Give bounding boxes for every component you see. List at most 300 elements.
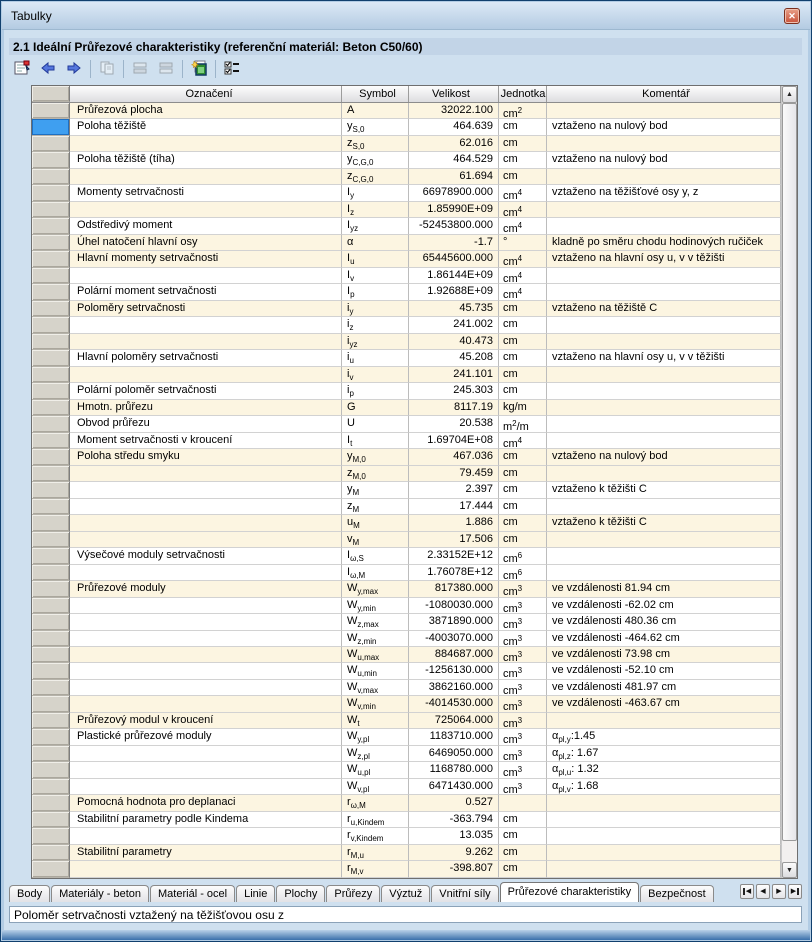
tab-plochy[interactable]: Plochy [276,885,325,902]
row-selector-cell[interactable] [32,350,70,366]
cell-jednotka[interactable]: cm [499,845,547,861]
row-selector-cell[interactable] [32,598,70,614]
cell-symbol[interactable]: $r_{u,Kindem}$ [342,812,409,828]
cell-komentar[interactable] [547,103,781,119]
cell-symbol[interactable]: $I_z$ [342,202,409,218]
cell-oznaceni[interactable] [70,762,342,778]
cell-komentar[interactable]: ve vzdálenosti 481.97 cm [547,680,781,696]
cell-symbol[interactable]: $y_M$ [342,482,409,498]
cell-komentar[interactable] [547,400,781,416]
window-titlebar[interactable] [2,2,810,30]
row-selector-cell[interactable] [32,202,70,218]
edit-properties-button[interactable] [9,58,35,80]
cell-oznaceni[interactable]: Obvod průřezu [70,416,342,432]
cell-oznaceni[interactable] [70,828,342,844]
cell-komentar[interactable]: $\alpha_{pl,y}:1.45$ [547,729,781,745]
cell-symbol[interactable]: $W_{y,pl}$ [342,729,409,745]
row-selector-cell[interactable] [32,235,70,251]
row-selector-cell[interactable] [32,416,70,432]
row-selector-cell[interactable] [32,152,70,168]
cell-symbol[interactable]: $i_v$ [342,367,409,383]
cell-velikost[interactable]: 17.506 [409,532,499,548]
cell-jednotka[interactable]: cm [499,812,547,828]
cell-symbol[interactable]: $r_{M,u}$ [342,845,409,861]
row-selector-cell[interactable] [32,729,70,745]
cell-velikost[interactable]: 61.694 [409,169,499,185]
row-selector-cell[interactable] [32,812,70,828]
cell-komentar[interactable]: vztaženo k těžišti C [547,482,781,498]
row-selector-cell[interactable] [32,499,70,515]
cell-symbol[interactable]: $W_{v,max}$ [342,680,409,696]
cell-jednotka[interactable]: $cm^3$ [499,762,547,778]
cell-jednotka[interactable]: $cm^4$ [499,433,547,449]
cell-symbol[interactable]: $u_M$ [342,515,409,531]
cell-komentar[interactable] [547,317,781,333]
cell-jednotka[interactable]: cm [499,515,547,531]
cell-velikost[interactable]: 45.208 [409,350,499,366]
cell-komentar[interactable] [547,169,781,185]
cell-jednotka[interactable]: cm [499,169,547,185]
row-selector-cell[interactable] [32,301,70,317]
cell-velikost[interactable]: 464.639 [409,119,499,135]
cell-velikost[interactable]: -1.7 [409,235,499,251]
cell-symbol[interactable]: $z_{S,0}$ [342,136,409,152]
cell-velikost[interactable]: 725064.000 [409,713,499,729]
merge-rows-button[interactable] [127,58,153,80]
tab-průřezy[interactable]: Průřezy [326,885,380,902]
cell-velikost[interactable]: 241.101 [409,367,499,383]
cell-komentar[interactable] [547,845,781,861]
cell-jednotka[interactable]: $cm^3$ [499,614,547,630]
cell-komentar[interactable] [547,268,781,284]
row-selector-cell[interactable] [32,548,70,564]
cell-komentar[interactable]: ve vzdálenosti -62.02 cm [547,598,781,614]
cell-symbol[interactable]: $i_z$ [342,317,409,333]
cell-velikost[interactable]: 66978900.000 [409,185,499,201]
tab-nav-last-button[interactable]: ▶ [788,884,802,899]
close-button[interactable] [784,8,800,24]
forward-button[interactable] [61,58,87,80]
cell-velikost[interactable]: 245.303 [409,383,499,399]
cell-velikost[interactable]: 62.016 [409,136,499,152]
cell-oznaceni[interactable] [70,779,342,795]
cell-symbol[interactable]: $W_{u,min}$ [342,663,409,679]
cell-velikost[interactable]: 1.69704E+08 [409,433,499,449]
cell-symbol[interactable]: $W_{z,pl}$ [342,746,409,762]
cell-symbol[interactable]: $I_{\omega,M}$ [342,565,409,581]
cell-jednotka[interactable]: $cm^3$ [499,631,547,647]
cell-velikost[interactable]: 2.33152E+12 [409,548,499,564]
cell-jednotka[interactable]: cm [499,119,547,135]
cell-komentar[interactable] [547,812,781,828]
cell-jednotka[interactable]: cm [499,466,547,482]
tab-nav-next-button[interactable]: ▶ [772,884,786,899]
cell-komentar[interactable]: vztaženo na hlavní osy u, v v těžišti [547,350,781,366]
cell-komentar[interactable]: ve vzdálenosti 73.98 cm [547,647,781,663]
cell-symbol[interactable]: $r_{\omega,M}$ [342,795,409,811]
cell-jednotka[interactable]: $cm^6$ [499,565,547,581]
cell-jednotka[interactable]: cm [499,350,547,366]
row-selector-cell-selected[interactable] [32,119,70,135]
cell-velikost[interactable]: 1.92688E+09 [409,284,499,300]
cell-komentar[interactable] [547,367,781,383]
cell-jednotka[interactable]: cm [499,828,547,844]
cell-velikost[interactable]: 467.036 [409,449,499,465]
cell-oznaceni[interactable] [70,136,342,152]
cell-jednotka[interactable]: cm [499,317,547,333]
cell-velikost[interactable]: -52453800.000 [409,218,499,234]
cell-komentar[interactable]: kladně po směru chodu hodinových ručiček [547,235,781,251]
row-selector-cell[interactable] [32,317,70,333]
split-rows-button[interactable] [153,58,179,80]
cell-komentar[interactable]: ve vzdálenosti 81.94 cm [547,581,781,597]
cell-symbol[interactable]: $W_t$ [342,713,409,729]
row-selector-cell[interactable] [32,663,70,679]
cell-symbol[interactable]: $I_t$ [342,433,409,449]
cell-symbol[interactable]: $z_M$ [342,499,409,515]
cell-komentar[interactable] [547,548,781,564]
cell-symbol[interactable]: $i_y$ [342,301,409,317]
copy-button[interactable] [94,58,120,80]
scroll-down-button[interactable]: ▼ [782,862,797,878]
tab-průřezové-charakteristiky[interactable]: Průřezové charakteristiky [500,882,640,902]
cell-komentar[interactable] [547,383,781,399]
cell-velikost[interactable]: 6471430.000 [409,779,499,795]
row-selector-cell[interactable] [32,696,70,712]
cell-oznaceni[interactable]: Moment setrvačnosti v kroucení [70,433,342,449]
cell-symbol[interactable]: $y_{M,0}$ [342,449,409,465]
row-selector-cell[interactable] [32,762,70,778]
cell-komentar[interactable]: ve vzdálenosti -463.67 cm [547,696,781,712]
cell-jednotka[interactable]: $cm^3$ [499,696,547,712]
cell-komentar[interactable]: vztaženo na hlavní osy u, v v těžišti [547,251,781,267]
cell-symbol[interactable]: U [342,416,409,432]
cell-oznaceni[interactable] [70,317,342,333]
cell-jednotka[interactable]: cm [499,449,547,465]
cell-komentar[interactable] [547,713,781,729]
cell-komentar[interactable] [547,218,781,234]
export-picture-button[interactable] [186,58,212,80]
row-selector-cell[interactable] [32,136,70,152]
cell-velikost[interactable]: 20.538 [409,416,499,432]
cell-velikost[interactable]: 17.444 [409,499,499,515]
cell-jednotka[interactable]: $cm^4$ [499,218,547,234]
cell-symbol[interactable]: $i_u$ [342,350,409,366]
cell-komentar[interactable] [547,861,781,877]
row-selector-cell[interactable] [32,565,70,581]
cell-symbol[interactable]: $W_{y,min}$ [342,598,409,614]
cell-velikost[interactable]: 464.529 [409,152,499,168]
cell-velikost[interactable]: 241.002 [409,317,499,333]
cell-oznaceni[interactable]: Plastické průřezové moduly [70,729,342,745]
cell-oznaceni[interactable] [70,482,342,498]
cell-velikost[interactable]: 1183710.000 [409,729,499,745]
vertical-scrollbar[interactable] [781,86,797,878]
cell-symbol[interactable]: $I_{yz}$ [342,218,409,234]
cell-oznaceni[interactable] [70,499,342,515]
cell-jednotka[interactable] [499,795,547,811]
tab-body[interactable]: Body [9,885,50,902]
cell-symbol[interactable]: $W_{z,max}$ [342,614,409,630]
cell-komentar[interactable]: vztaženo na nulový bod [547,449,781,465]
cell-komentar[interactable]: vztaženo k těžišti C [547,515,781,531]
row-selector-cell[interactable] [32,515,70,531]
cell-oznaceni[interactable] [70,663,342,679]
cell-velikost[interactable]: 1.886 [409,515,499,531]
tab-nav-prev-button[interactable]: ◀ [756,884,770,899]
cell-oznaceni[interactable] [70,202,342,218]
cell-oznaceni[interactable] [70,696,342,712]
cell-velikost[interactable]: 65445600.000 [409,251,499,267]
cell-komentar[interactable] [547,499,781,515]
cell-oznaceni[interactable] [70,334,342,350]
row-selector-cell[interactable] [32,433,70,449]
cell-velikost[interactable]: 32022.100 [409,103,499,119]
cell-oznaceni[interactable]: Stabilitní parametry [70,845,342,861]
cell-oznaceni[interactable] [70,532,342,548]
cell-oznaceni[interactable]: Úhel natočení hlavní osy [70,235,342,251]
cell-oznaceni[interactable]: Výsečové moduly setrvačnosti [70,548,342,564]
cell-oznaceni[interactable]: Průřezové moduly [70,581,342,597]
cell-oznaceni[interactable] [70,367,342,383]
cell-komentar[interactable]: $\alpha_{pl,z}$: 1.67 [547,746,781,762]
cell-oznaceni[interactable]: Průřezový modul v kroucení [70,713,342,729]
cell-oznaceni[interactable] [70,614,342,630]
cell-velikost[interactable]: 45.735 [409,301,499,317]
row-selector-cell[interactable] [32,466,70,482]
cell-oznaceni[interactable]: Poloha těžiště [70,119,342,135]
cell-komentar[interactable] [547,284,781,300]
cell-oznaceni[interactable]: Poloha středu smyku [70,449,342,465]
cell-velikost[interactable]: 1.86144E+09 [409,268,499,284]
cell-oznaceni[interactable]: Hmotn. průřezu [70,400,342,416]
row-selector-cell[interactable] [32,449,70,465]
cell-symbol[interactable]: $W_{z,min}$ [342,631,409,647]
cell-komentar[interactable] [547,565,781,581]
cell-jednotka[interactable]: $cm^3$ [499,713,547,729]
row-selector-cell[interactable] [32,713,70,729]
cell-velikost[interactable]: -1080030.000 [409,598,499,614]
row-selector-cell[interactable] [32,103,70,119]
cell-velikost[interactable]: 9.262 [409,845,499,861]
cell-symbol[interactable]: $r_{M,v}$ [342,861,409,877]
cell-jednotka[interactable]: cm [499,136,547,152]
cell-velikost[interactable]: 8117.19 [409,400,499,416]
cell-oznaceni[interactable]: Polární poloměr setrvačnosti [70,383,342,399]
cell-velikost[interactable]: -4003070.000 [409,631,499,647]
cell-jednotka[interactable]: $cm^3$ [499,598,547,614]
cell-jednotka[interactable]: cm [499,532,547,548]
cell-symbol[interactable]: $I_u$ [342,251,409,267]
row-selector-cell[interactable] [32,185,70,201]
scrollbar-thumb[interactable] [782,103,797,841]
cell-jednotka[interactable]: $cm^4$ [499,284,547,300]
cell-komentar[interactable]: vztaženo na nulový bod [547,152,781,168]
cell-oznaceni[interactable]: Pomocná hodnota pro deplanaci [70,795,342,811]
cell-komentar[interactable] [547,433,781,449]
cell-oznaceni[interactable] [70,861,342,877]
cell-oznaceni[interactable] [70,746,342,762]
cell-symbol[interactable]: $y_{C,G,0}$ [342,152,409,168]
cell-symbol[interactable]: $v_M$ [342,532,409,548]
cell-jednotka[interactable]: ° [499,235,547,251]
cell-symbol[interactable]: G [342,400,409,416]
row-selector-cell[interactable] [32,284,70,300]
filter-settings-button[interactable] [219,58,245,80]
cell-oznaceni[interactable]: Hlavní momenty setrvačnosti [70,251,342,267]
cell-jednotka[interactable]: $m^2/m$ [499,416,547,432]
cell-symbol[interactable]: $I_y$ [342,185,409,201]
tab-vnitřní-síly[interactable]: Vnitřní síly [431,885,498,902]
cell-jednotka[interactable]: $cm^3$ [499,746,547,762]
cell-jednotka[interactable]: cm [499,383,547,399]
cell-symbol[interactable]: $I_v$ [342,268,409,284]
cell-oznaceni[interactable]: Poloměry setrvačnosti [70,301,342,317]
row-selector-cell[interactable] [32,334,70,350]
row-selector-cell[interactable] [32,400,70,416]
cell-jednotka[interactable]: $cm^2$ [499,103,547,119]
cell-velikost[interactable]: 40.473 [409,334,499,350]
cell-jednotka[interactable]: cm [499,861,547,877]
cell-oznaceni[interactable]: Stabilitní parametry podle Kindema [70,812,342,828]
cell-velikost[interactable]: -363.794 [409,812,499,828]
cell-komentar[interactable]: vztaženo na těžiště C [547,301,781,317]
cell-jednotka[interactable]: $cm^4$ [499,268,547,284]
cell-komentar[interactable]: ve vzdálenosti -52.10 cm [547,663,781,679]
cell-symbol[interactable]: $I_{\omega,S}$ [342,548,409,564]
row-selector-cell[interactable] [32,631,70,647]
cell-velikost[interactable]: -1256130.000 [409,663,499,679]
tab-bezpečnost[interactable]: Bezpečnost [640,885,713,902]
cell-symbol[interactable]: $W_{u,pl}$ [342,762,409,778]
cell-velikost[interactable]: 79.459 [409,466,499,482]
row-selector-cell[interactable] [32,251,70,267]
row-selector-cell[interactable] [32,268,70,284]
cell-velikost[interactable]: 3862160.000 [409,680,499,696]
cell-jednotka[interactable]: cm [499,152,547,168]
tab-výztuž[interactable]: Výztuž [381,885,430,902]
back-button[interactable] [35,58,61,80]
scroll-up-button[interactable]: ▲ [782,86,797,103]
cell-symbol[interactable]: $W_{v,pl}$ [342,779,409,795]
cell-symbol[interactable]: $W_{v,min}$ [342,696,409,712]
row-selector-cell[interactable] [32,861,70,877]
cell-symbol[interactable]: $i_{yz}$ [342,334,409,350]
cell-komentar[interactable]: ve vzdálenosti -464.62 cm [547,631,781,647]
cell-oznaceni[interactable] [70,598,342,614]
cell-oznaceni[interactable] [70,515,342,531]
cell-velikost[interactable]: 3871890.000 [409,614,499,630]
cell-oznaceni[interactable]: Poloha těžiště (tíha) [70,152,342,168]
cell-komentar[interactable]: $\alpha_{pl,v}$: 1.68 [547,779,781,795]
cell-oznaceni[interactable] [70,466,342,482]
cell-jednotka[interactable]: cm [499,334,547,350]
cell-velikost[interactable]: 1168780.000 [409,762,499,778]
tab-nav-first-button[interactable]: ◀ [740,884,754,899]
row-selector-cell[interactable] [32,169,70,185]
cell-komentar[interactable]: $\alpha_{pl,u}$: 1.32 [547,762,781,778]
cell-velikost[interactable]: -398.807 [409,861,499,877]
row-selector-cell[interactable] [32,828,70,844]
cell-komentar[interactable] [547,136,781,152]
cell-velikost[interactable]: 884687.000 [409,647,499,663]
cell-symbol[interactable]: A [342,103,409,119]
cell-oznaceni[interactable] [70,565,342,581]
cell-jednotka[interactable]: $cm^4$ [499,251,547,267]
cell-oznaceni[interactable]: Polární moment setrvačnosti [70,284,342,300]
row-selector-cell[interactable] [32,845,70,861]
cell-symbol[interactable]: $z_{M,0}$ [342,466,409,482]
row-selector-cell[interactable] [32,647,70,663]
cell-jednotka[interactable]: $cm^3$ [499,680,547,696]
cell-oznaceni[interactable] [70,647,342,663]
cell-jednotka[interactable]: kg/m [499,400,547,416]
tab-materiály-beton[interactable]: Materiály - beton [51,885,149,902]
row-selector-cell[interactable] [32,779,70,795]
cell-jednotka[interactable]: $cm^3$ [499,647,547,663]
cell-symbol[interactable]: $i_p$ [342,383,409,399]
cell-komentar[interactable]: vztaženo na nulový bod [547,119,781,135]
cell-jednotka[interactable]: cm [499,367,547,383]
cell-komentar[interactable] [547,416,781,432]
cell-oznaceni[interactable]: Momenty setrvačnosti [70,185,342,201]
cell-jednotka[interactable]: cm [499,499,547,515]
cell-komentar[interactable] [547,466,781,482]
tab-materiál-ocel[interactable]: Materiál - ocel [150,885,235,902]
cell-komentar[interactable] [547,828,781,844]
cell-jednotka[interactable]: $cm^3$ [499,729,547,745]
cell-jednotka[interactable]: $cm^6$ [499,548,547,564]
cell-oznaceni[interactable]: Hlavní poloměry setrvačnosti [70,350,342,366]
cell-komentar[interactable]: vztaženo na těžišťové osy y, z [547,185,781,201]
cell-jednotka[interactable]: $cm^3$ [499,663,547,679]
cell-jednotka[interactable]: $cm^4$ [499,185,547,201]
row-selector-cell[interactable] [32,680,70,696]
row-selector-cell[interactable] [32,482,70,498]
row-selector-cell[interactable] [32,581,70,597]
cell-oznaceni[interactable] [70,680,342,696]
cell-jednotka[interactable]: $cm^3$ [499,779,547,795]
cell-velikost[interactable]: 2.397 [409,482,499,498]
row-selector-cell[interactable] [32,795,70,811]
cell-velikost[interactable]: 13.035 [409,828,499,844]
cell-komentar[interactable] [547,795,781,811]
cell-komentar[interactable]: ve vzdálenosti 480.36 cm [547,614,781,630]
cell-oznaceni[interactable] [70,631,342,647]
row-selector-cell[interactable] [32,383,70,399]
tab-linie[interactable]: Linie [236,885,275,902]
cell-komentar[interactable] [547,532,781,548]
cell-velikost[interactable]: 817380.000 [409,581,499,597]
cell-symbol[interactable]: α [342,235,409,251]
cell-velikost[interactable]: -4014530.000 [409,696,499,712]
cell-symbol[interactable]: $y_{S,0}$ [342,119,409,135]
cell-komentar[interactable] [547,334,781,350]
cell-jednotka[interactable]: $cm^4$ [499,202,547,218]
cell-oznaceni[interactable] [70,268,342,284]
cell-jednotka[interactable]: cm [499,301,547,317]
cell-komentar[interactable] [547,202,781,218]
cell-symbol[interactable]: $W_{u,max}$ [342,647,409,663]
cell-jednotka[interactable]: $cm^3$ [499,581,547,597]
row-selector-cell[interactable] [32,367,70,383]
cell-symbol[interactable]: $z_{C,G,0}$ [342,169,409,185]
cell-oznaceni[interactable]: Odstředivý moment [70,218,342,234]
cell-symbol[interactable]: $W_{y,max}$ [342,581,409,597]
cell-symbol[interactable]: $I_p$ [342,284,409,300]
row-selector-cell[interactable] [32,614,70,630]
row-selector-cell[interactable] [32,746,70,762]
